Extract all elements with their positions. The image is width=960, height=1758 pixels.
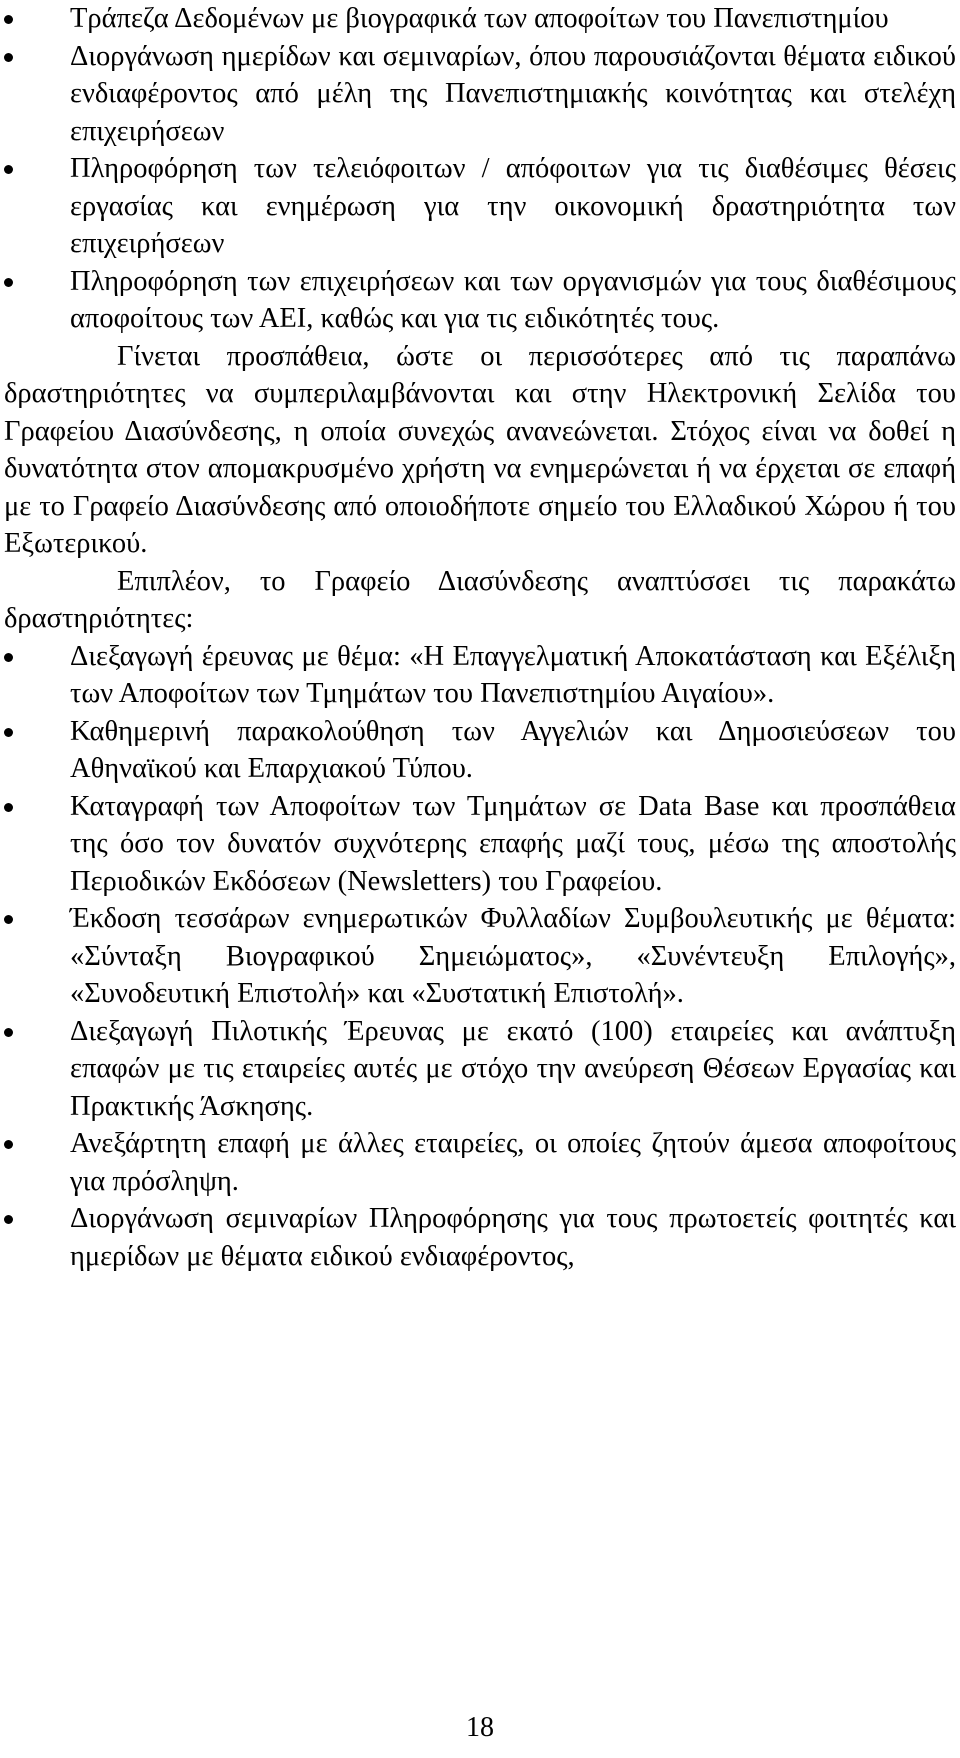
list-item-text: Διοργάνωση ημερίδων και σεμιναρίων, όπου παρουσιάζονται θέματα ειδικού ενδιαφέροντος από μέλη της Πανεπιστημιακής κοινότητας και στελέχη επιχειρήσεων (70, 40, 956, 147)
bullet-icon (4, 728, 13, 737)
bottom-bullet-list (4, 638, 956, 1276)
list-item-text: Διεξαγωγή Πιλοτικής Έρευνας με εκατό (100) εταιρείες και ανάπτυξη επαφών με τις εταιρείες αυτές με στόχο την ανεύρεση Θέσεων Εργασίας και Πρακτικής Άσκησης. (70, 1015, 956, 1122)
bullet-icon (4, 53, 13, 62)
list-item-text: Διεξαγωγή έρευνας με θέμα: «Η Επαγγελματική Αποκατάσταση και Εξέλιξη των Αποφοίτων των Τμημάτων του Πανεπιστημίου Αιγαίου». (70, 640, 956, 709)
list-item-text: Διοργάνωση σεμιναρίων Πληροφόρησης για τους πρωτοετείς φοιτητές και ημερίδων με θέματα ειδικού ενδιαφέροντος, (70, 1203, 956, 1272)
bullet-icon (4, 278, 13, 287)
list-item (4, 900, 956, 1013)
bullet-icon (4, 915, 13, 924)
paragraph-website: Γίνεται προσπάθεια, ώστε οι περισσότερες από τις παραπάνω δραστηριότητες να συμπεριλαμβάνονται και στην Ηλεκτρονική Σελίδα του Γραφείου Διασύνδεσης, η οποία συνεχώς ανανεώνεται. Στόχος είναι να δοθεί η δυνατότητα στον απομακρυσμένο χρήστη να ενημερώνεται ή να έρχεται σε επαφή με το Γραφείο Διασύνδεσης από οποιοδήποτε σημείο του Ελλαδικού Χώρου ή του Εξωτερικού. (4, 340, 956, 559)
list-item (4, 263, 956, 338)
list-item-text: Ανεξάρτητη επαφή με άλλες εταιρείες, οι οποίες ζητούν άμεσα αποφοίτους για πρόσληψη. (70, 1128, 956, 1197)
list-item (4, 713, 956, 788)
page-number: 18 (466, 1712, 494, 1743)
list-item (4, 1013, 956, 1126)
list-item (4, 1200, 956, 1275)
bullet-icon (4, 15, 13, 24)
page-body (4, 0, 956, 1275)
list-item-text: Τράπεζα Δεδομένων με βιογραφικά των αποφοίτων του Πανεπιστημίου (70, 3, 889, 34)
list-item (4, 638, 956, 713)
paragraph-activities-intro: Επιπλέον, το Γραφείο Διασύνδεσης αναπτύσσει τις παρακάτω δραστηριότητες: (4, 565, 956, 634)
list-item (4, 150, 956, 263)
list-item-text: Πληροφόρηση των επιχειρήσεων και των οργανισμών για τους διαθέσιμους αποφοίτους των ΑΕΙ, καθώς και για τις ειδικότητές τους. (70, 265, 956, 334)
list-item (4, 788, 956, 901)
list-item-text: Πληροφόρηση των τελειόφοιτων / απόφοιτων για τις διαθέσιμες θέσεις εργασίας και ενημέρωση για την οικονομική δραστηριότητα των επιχειρήσεων (70, 153, 956, 259)
bullet-icon (4, 165, 13, 174)
list-item-text: Έκδοση τεσσάρων ενημερωτικών Φυλλαδίων Συμβουλευτικής με θέματα: «Σύνταξη Βιογραφικού Σημειώματος», «Συνέντευξη Επιλογής», «Συνοδευτική Επιστολή» και «Συστατική Επιστολή». (70, 903, 956, 1009)
list-item (4, 38, 956, 151)
bullet-icon (4, 1140, 13, 1149)
bullet-icon (4, 653, 13, 662)
list-item-text: Καταγραφή των Αποφοίτων των Τμημάτων σε Data Base και προσπάθεια της όσο τον δυνατόν συχνότερης επαφής μαζί τους, μέσω της αποστολής Περιοδικών Εκδόσεων (Newsletters) του Γραφείου. (70, 790, 956, 897)
bullet-icon (4, 1215, 13, 1224)
top-bullet-list (4, 0, 956, 338)
list-item (4, 0, 956, 38)
list-item-text: Καθημερινή παρακολούθηση των Αγγελιών και Δημοσιεύσεων του Αθηναϊκού και Επαρχιακού Τύπου. (70, 715, 956, 784)
bullet-icon (4, 1028, 13, 1037)
list-item (4, 1125, 956, 1200)
bullet-icon (4, 803, 13, 812)
